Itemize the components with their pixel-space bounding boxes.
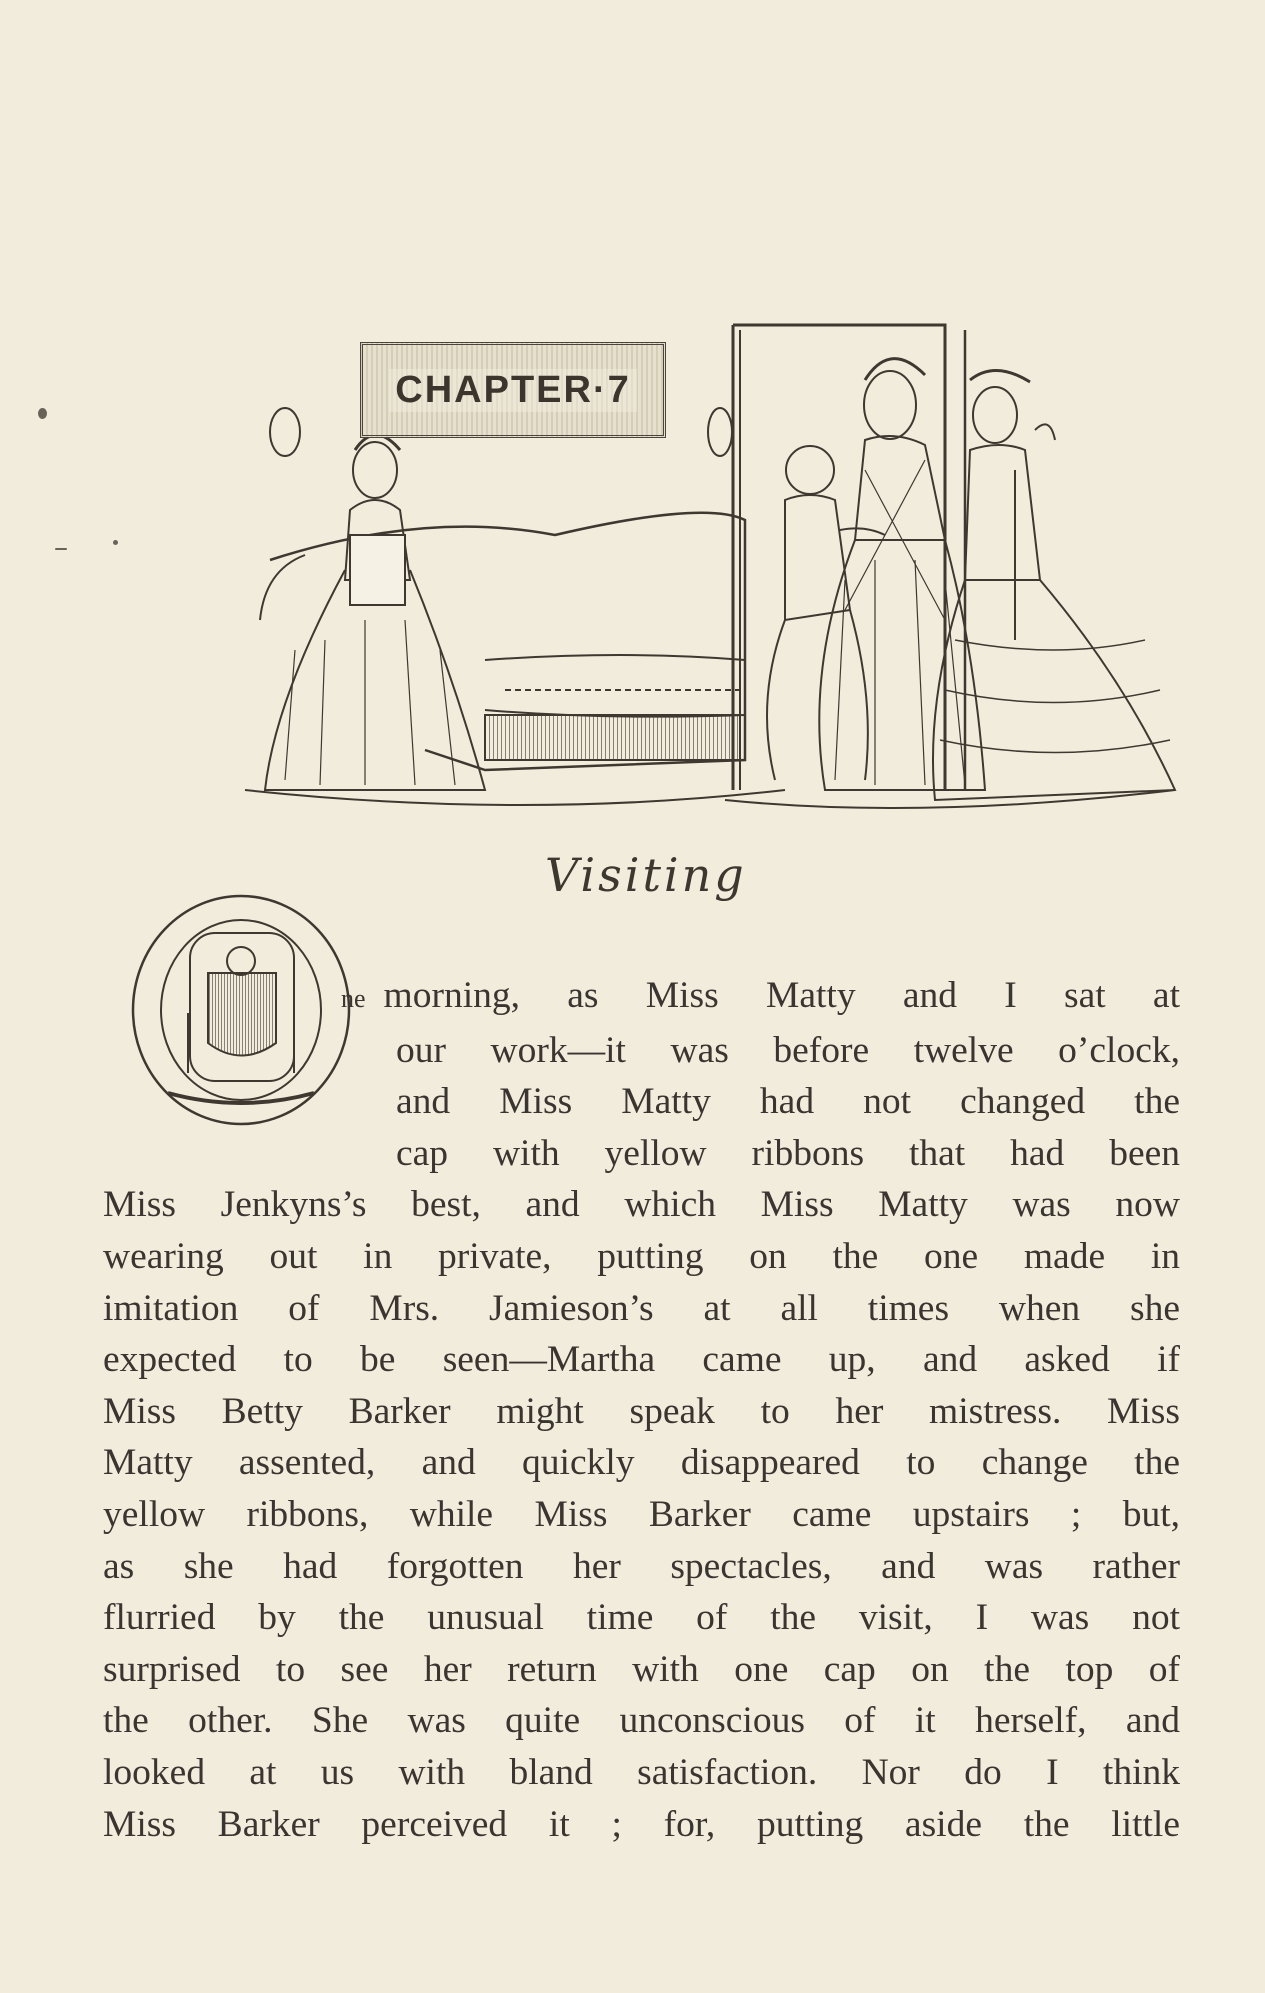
paper-speck (113, 540, 118, 545)
text-line: as she had forgotten her spectacles, and was rather (103, 1545, 1180, 1587)
text-line: wearing out in private, putting on the one made in (103, 1235, 1180, 1277)
text-line: and Miss Matty had not changed the (396, 1081, 1180, 1123)
text-line: surprised to see her return with one cap on the top of (103, 1648, 1180, 1690)
dropcap-swash: ne (341, 984, 366, 1013)
text-line: Miss Barker perceived it ; for, putting aside the little (103, 1803, 1180, 1845)
text-line: expected to be seen—Martha came up, and asked if (103, 1339, 1180, 1381)
text-line: our work—it was before twelve o’clock, (396, 1029, 1180, 1071)
text-line: Miss Betty Barker might speak to her mistress. Miss (103, 1390, 1180, 1432)
paper-speck (55, 548, 67, 550)
body-text (103, 970, 1180, 1850)
chapter-illustration (225, 320, 1200, 820)
text-line: cap with yellow ribbons that had been (396, 1132, 1180, 1174)
chapter-number: CHAPTER·7 (389, 369, 636, 412)
text-line: flurried by the unusual time of the visit, I was not (103, 1597, 1180, 1639)
text-line: Miss Jenkyns’s best, and which Miss Matty was now (103, 1184, 1180, 1226)
chapter-plate (360, 342, 666, 438)
section-heading: Visiting (545, 848, 747, 902)
text-line: imitation of Mrs. Jamieson’s at all times when she (103, 1287, 1180, 1329)
text-line: looked at us with bland satisfaction. Nor do I think (103, 1751, 1180, 1793)
text-line: Matty assented, and quickly disappeared to change the (103, 1442, 1180, 1484)
text-line: yellow ribbons, while Miss Barker came upstairs ; but, (103, 1493, 1180, 1535)
paper-speck (38, 408, 47, 419)
dropcap-letter: O (128, 893, 129, 894)
text-line: the other. She was quite unconscious of it herself, and (103, 1700, 1180, 1742)
text-line: ne morning, as Miss Matty and I sat at (341, 975, 1180, 1016)
